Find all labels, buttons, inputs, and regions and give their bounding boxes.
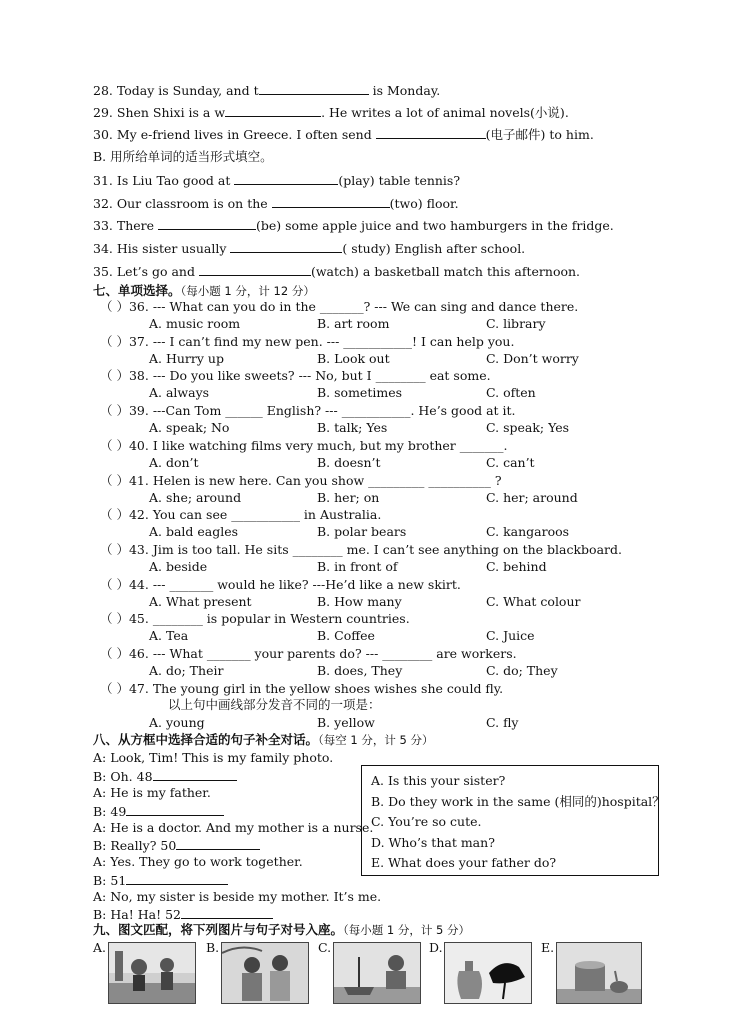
option-c: C. her; around (486, 490, 578, 505)
option-a: A. Tea (149, 628, 189, 643)
answer-paren[interactable]: （ ） (100, 542, 129, 557)
dialog-line: B: 51 (93, 872, 228, 889)
option-b: B. polar bears (317, 524, 407, 539)
crow-bottle-illustration (445, 943, 531, 1003)
box-option: A. Is this your sister? (371, 773, 506, 788)
dialog-line: B: Really? 50 (93, 837, 260, 854)
answer-blank[interactable] (225, 104, 321, 117)
question-stem: 36. --- What can you do in the _______? --- We can sing and dance there. (128, 299, 579, 314)
answer-paren[interactable]: （ ） (100, 334, 129, 349)
question-28: 28. Today is Sunday, and t is Monday. (93, 83, 441, 98)
answer-blank[interactable] (176, 837, 260, 850)
answer-paren[interactable]: （ ） (100, 577, 129, 592)
answer-paren[interactable]: （ ） (100, 473, 129, 488)
question-stem: 47. The young girl in the yellow shoes wishes she could fly. (128, 681, 504, 696)
mc-question (100, 507, 381, 523)
question-stem: 39. ---Can Tom ______ English? --- ___________. He’s good at it. (128, 403, 516, 418)
costume-people-illustration (222, 943, 308, 1003)
children-park-illustration (109, 943, 195, 1003)
mc-question (100, 299, 578, 315)
question-stem: 44. --- _______ would he like? ---He’d like a new skirt. (128, 577, 461, 592)
question-stem: 45. ________ is popular in Western countries. (128, 611, 410, 626)
mc-question (100, 403, 516, 419)
option-a: A. she; around (149, 490, 242, 505)
option-c: C. behind (486, 559, 547, 574)
question-stem: 41. Helen is new here. Can you show _________ __________ ? (128, 473, 502, 488)
option-a: A. speak; No (149, 420, 230, 435)
option-c: C. library (486, 316, 546, 331)
mc-question (100, 334, 514, 350)
answer-paren[interactable]: （ ） (100, 403, 129, 418)
option-b: B. doesn’t (317, 455, 381, 470)
option-b: B. talk; Yes (317, 420, 388, 435)
picture-label: C. (318, 940, 332, 955)
dialog-line: B: Ha! Ha! 52 (93, 906, 273, 923)
question-33: 33. There (be) some apple juice and two hamburgers in the fridge. (93, 218, 614, 233)
option-c: C. often (486, 385, 536, 400)
answer-paren[interactable]: （ ） (100, 507, 129, 522)
box-option: B. Do they work in the same (相同的)hospital？ (371, 794, 665, 809)
old-man-boat-illustration (334, 943, 420, 1003)
answer-blank[interactable] (272, 195, 390, 208)
picture-label: D. (429, 940, 443, 955)
option-a: A. beside (149, 559, 208, 574)
answer-paren[interactable]: （ ） (100, 611, 129, 626)
question-30: 30. My e-friend lives in Greece. I often send (电子邮件) to him. (93, 127, 594, 142)
section-8-heading: 八、从方框中选择合适的句子补全对话。（每空 1 分，计 5 分） (93, 732, 434, 747)
answer-blank[interactable] (230, 240, 342, 253)
picture-label: B. (206, 940, 220, 955)
option-c: C. What colour (486, 594, 581, 609)
picture-e (556, 942, 642, 1004)
answer-blank[interactable] (376, 126, 486, 139)
picture-d (444, 942, 532, 1004)
option-b: B. sometimes (317, 385, 403, 400)
answer-blank[interactable] (158, 217, 256, 230)
mc-question (100, 681, 503, 697)
option-c: C. can’t (486, 455, 535, 470)
picture-label: E. (541, 940, 555, 955)
question-31: 31. Is Liu Tao good at (play) table tennis? (93, 173, 461, 188)
answer-blank[interactable] (234, 172, 338, 185)
dialog-line: A: No, my sister is beside my mother. It’s me. (93, 889, 382, 904)
option-b: B. yellow (317, 715, 375, 730)
dialog-line: B: Oh. 48 (93, 768, 237, 785)
answer-paren[interactable]: （ ） (100, 438, 129, 453)
option-b: B. art room (317, 316, 390, 331)
answer-paren[interactable]: （ ） (100, 368, 129, 383)
option-a: A. What present (149, 594, 252, 609)
option-a: A. music room (149, 316, 241, 331)
answer-blank[interactable] (181, 906, 273, 919)
dialog-line: A: Look, Tim! This is my family photo. (93, 750, 334, 765)
question-stem: 43. Jim is too tall. He sits ________ me. I can’t see anything on the blackboard. (128, 542, 622, 557)
question-stem: 38. --- Do you like sweets? --- No, but I ________ eat some. (128, 368, 491, 383)
mc-question (100, 646, 517, 662)
box-option: E. What does your father do? (371, 855, 557, 870)
option-c: C. speak; Yes (486, 420, 570, 435)
picture-a (108, 942, 196, 1004)
question-35: 35. Let’s go and (watch) a basketball match this afternoon. (93, 264, 581, 279)
picture-c (333, 942, 421, 1004)
picture-label: A. (93, 940, 107, 955)
answer-blank[interactable] (259, 82, 369, 95)
answer-paren[interactable]: （ ） (100, 299, 129, 314)
dialog-line: B: 49 (93, 803, 224, 820)
q47-subtitle: 以上句中画线部分发音不同的一项是： (168, 697, 381, 712)
option-b: B. Coffee (317, 628, 375, 643)
option-c: C. do; They (486, 663, 558, 678)
section-9-heading: 九、图文匹配，将下列图片与句子对号入座。（每小题 1 分，计 5 分） (93, 922, 471, 937)
answer-paren[interactable]: （ ） (100, 646, 129, 661)
option-c: C. fly (486, 715, 519, 730)
option-c: C. Don’t worry (486, 351, 579, 366)
options-box (361, 765, 665, 876)
answer-blank[interactable] (126, 803, 224, 816)
dialog-line: A: He is a doctor. And my mother is a nurse. (93, 820, 374, 835)
mc-question (100, 438, 507, 454)
option-b: B. in front of (317, 559, 398, 574)
box-option: D. Who’s that man? (371, 835, 495, 850)
answer-blank[interactable] (199, 263, 311, 276)
question-stem: 40. I like watching films very much, but my brother _______. (128, 438, 508, 453)
section-7-heading: 七、单项选择。（每小题 1 分，计 12 分） (93, 283, 315, 298)
question-stem: 46. --- What _______ your parents do? --- ________ are workers. (128, 646, 517, 661)
option-c: C. kangaroos (486, 524, 570, 539)
answer-blank[interactable] (126, 872, 228, 885)
option-b: B. How many (317, 594, 402, 609)
dialog-line: A: Yes. They go to work together. (93, 854, 303, 869)
option-b: B. does, They (317, 663, 403, 678)
mc-question (100, 368, 491, 384)
mc-question (100, 542, 622, 558)
question-stem: 42. You can see ___________ in Australia. (128, 507, 382, 522)
part-b-heading: B. 用所给单词的适当形式填空。 (93, 149, 273, 164)
option-a: A. Hurry up (149, 351, 224, 366)
question-29: 29. Shen Shixi is a w . He writes a lot of animal novels(小说). (93, 105, 569, 120)
answer-paren[interactable]: （ ） (100, 681, 129, 696)
question-32: 32. Our classroom is on the (two) floor. (93, 196, 459, 211)
rabbit-stump-illustration (557, 943, 641, 1003)
mc-question (100, 611, 410, 627)
option-a: A. young (149, 715, 205, 730)
picture-b (221, 942, 309, 1004)
option-a: A. don’t (149, 455, 199, 470)
question-34: 34. His sister usually ( study) English after school. (93, 241, 526, 256)
option-c: C. Juice (486, 628, 535, 643)
option-a: A. do; Their (149, 663, 224, 678)
option-b: B. her; on (317, 490, 380, 505)
option-a: A. bald eagles (149, 524, 239, 539)
mc-question (100, 577, 461, 593)
dialog-line: A: He is my father. (93, 785, 211, 800)
option-b: B. Look out (317, 351, 390, 366)
answer-blank[interactable] (153, 768, 237, 781)
option-a: A. always (149, 385, 210, 400)
box-option: C. You’re so cute. (371, 814, 482, 829)
question-stem: 37. --- I can’t find my new pen. --- ___________! I can help you. (128, 334, 515, 349)
mc-question (100, 473, 502, 489)
